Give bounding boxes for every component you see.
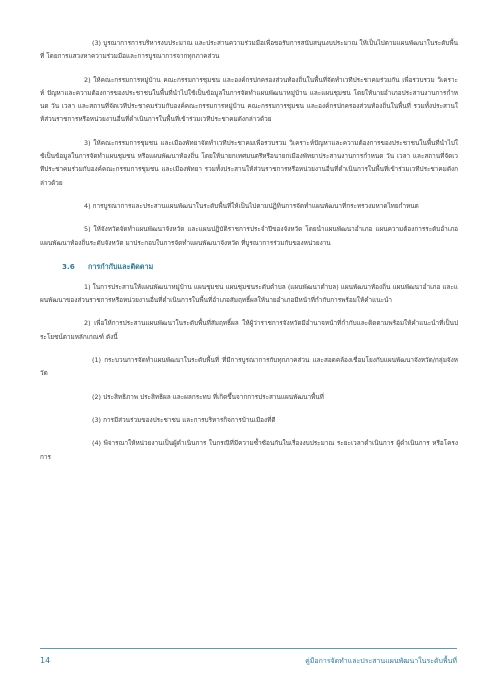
page-number: 14 — [40, 656, 51, 665]
section-paragraph-2: 2) เพื่อให้การประสานแผนพัฒนาในระดับพื้นที่สัมฤทธิ์ผล ให้ผู้ว่าราชการจังหวัดมีอำนาจหน้าที่กำกับและติดตามพร้อมให้คำแนะนำที่เป็นประโยชน์ตามหลักเกณฑ์ ดังนี้ — [40, 319, 458, 341]
criteria-item-1: (1) กระบวนการจัดทำแผนพัฒนาในระดับพื้นที่ ที่มีการบูรณาการกับทุกภาคส่วน และสอดคล้องเชื่อมโยงกับแผนพัฒนาจังหวัด/กลุ่มจังหวัด — [40, 356, 458, 378]
paragraph-3: 3) ให้คณะกรรมการชุมชน และเมืองพัทยาจัดทำเวทีประชาคมเพื่อรวบรวม วิเคราะห์ปัญหาและความต้องการของประชาชนในพื้นที่นำไปใช้เป็นข้อมูลในการจัดทำแผนชุมชน หรือแผนพัฒนาท้องถิ่น โดยให้นายกเทศมนตรีหรือนายกเมืองพัทยาประสานงานการกำหนด วัน เวลา และสถานที่จัดเวทีประชาคมร่วมกับองค์คณะกรรมการชุมชน และเมืองพัทยา รวมทั้งประสานให้ส่วนราชการหรือหน่วยงานอื่นที่ดำเนินการในพื้นที่เข้าร่วมเวทีประชาคมดังกล่าวด้วย — [40, 138, 458, 187]
criteria-item-3: (3) การมีส่วนร่วมของประชาชน และการบริหารกิจการบ้านเมืองที่ดี — [92, 415, 276, 424]
criteria-item-2: (2) ประสิทธิภาพ ประสิทธิผล และผลกระทบ ที่เกิดขึ้นจากการประสานแผนพัฒนาพื้นที่ — [92, 392, 324, 401]
criteria-item-4: (4) พิจารณาให้หน่วยงานเป็นผู้ดำเนินการ ในกรณีที่มีความซ้ำซ้อนกันในเรื่องงบประมาณ ระยะเวลาดำเนินการ ผู้ดำเนินการ หรือโครงการ — [40, 439, 458, 461]
paragraph-2: 2) ให้คณะกรรมการหมู่บ้าน คณะกรรมการชุมชน และองค์กรปกครองส่วนท้องถิ่นในพื้นที่จัดทำเวทีประชาคมร่วมกัน เพื่อรวบรวม วิเคราะห์ ปัญหาและความต้องการของประชาชนในพื้นที่นำไปใช้เป็นข้อมูลในการจัดทำแผนพัฒนาหมู่บ้าน และแผนชุมชน โดยให้นายอำเภอประสานงานการกำหนด วัน เวลา และสถานที่จัดเวทีประชาคมร่วมกับองค์คณะกรรมการหมู่บ้าน คณะกรรมการชุมชน และองค์กรปกครองส่วนท้องถิ่นในพื้นที่ รวมทั้งประสานให้ส่วนราชการหรือหน่วยงานอื่นที่ดำเนินการในพื้นที่เข้าร่วมเวทีประชาคมดังกล่าวด้วย — [40, 75, 458, 124]
section-number: 3.6 — [62, 261, 75, 271]
section-title: การกำกับและติดตาม — [88, 261, 154, 271]
paragraph-item-3: (3) บูรณาการการบริหารงบประมาณ และประสานความร่วมมือเพื่อขอรับการสนับสนุนงบประมาณ ให้เป็นไปตามแผนพัฒนาในระดับพื้นที่ โดยการแสวงหาความร่วมมือและการบูรณาการจากทุกภาคส่วน — [40, 39, 458, 61]
paragraph-5: 5) ให้จังหวัดจัดทำแผนพัฒนาจังหวัด และแผนปฏิบัติราชการประจำปีของจังหวัด โดยนำแผนพัฒนาอำเภอ แผนความต้องการระดับอำเภอ แผนพัฒนาท้องถิ่นระดับจังหวัด มาประกอบในการจัดทำแผนพัฒนาจังหวัด ที่บูรณาการร่วมกับของหน่วยงาน — [40, 225, 458, 247]
section-paragraph-1: 1) ในการประสานให้แผนพัฒนาหมู่บ้าน แผนชุมชน แผนชุมชนระดับตำบล (แผนพัฒนาตำบล) แผนพัฒนาท้องถิ่น แผนพัฒนาอำเภอ และแผนพัฒนาของส่วนราชการหรือหน่วยงานอื่นที่ดำเนินการในพื้นที่อำเภอสัมฤทธิ์ผลให้นายอำเภอมีหน้าที่กำกับการพร้อมให้คำแนะนำ — [40, 282, 458, 305]
section-heading — [62, 262, 458, 273]
page-content — [40, 37, 458, 474]
page-footer — [40, 648, 457, 665]
paragraph-4: 4) การบูรณาการและประสานแผนพัฒนาในระดับพื้นที่ให้เป็นไปตามปฏิทินการจัดทำแผนพัฒนาที่กระทรวงมหาดไทยกำหนด — [84, 201, 419, 210]
footer-title: คู่มือการจัดทำและประสานแผนพัฒนาในระดับพื้นที่ — [305, 657, 457, 665]
